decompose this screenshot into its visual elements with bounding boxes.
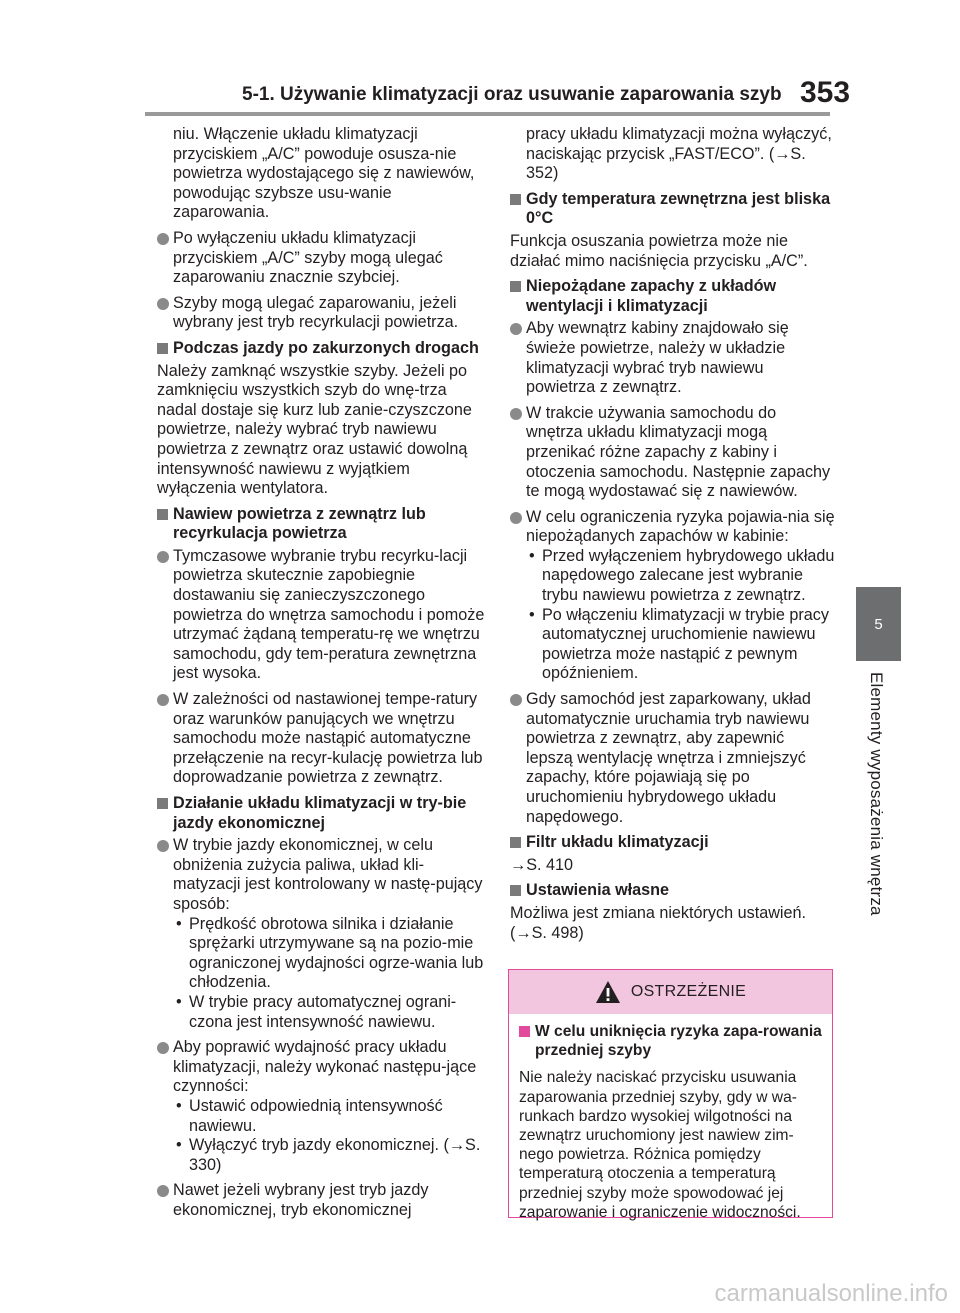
section-heading-text: Podczas jazdy po zakurzonych drogach: [173, 338, 479, 357]
section-heading-text: Działanie układu klimatyzacji w try-bie jazdy ekonomicznej: [173, 794, 467, 832]
page-header-title: 5-1. Używanie klimatyzacji oraz usuwanie zaparowania szyb: [242, 84, 782, 105]
warning-title: OSTRZEŻENIE: [630, 983, 747, 1000]
warning-triangle-icon: [595, 980, 621, 1004]
sub-list-item: • Wyłączyć tryb jazdy ekonomicznej. (→S. 330): [173, 1136, 487, 1175]
square-bullet-icon: [510, 281, 521, 292]
bullet-item: [157, 229, 487, 288]
section-heading: [510, 277, 835, 316]
sub-list: [173, 915, 487, 1033]
sub-list-item: • W trybie pracy automatycznej ograni-czona jest intensywność nawiewu.: [173, 993, 487, 1032]
square-bullet-icon: [510, 837, 521, 848]
chapter-side-label: Elementy wyposażenia wnętrza: [867, 672, 886, 916]
bullet-item: [510, 319, 835, 397]
bullet-dot-icon: [157, 1042, 169, 1054]
bullet-text: Po wyłączeniu układu klimatyzacji przyciskiem „A/C” szyby mogą ulegać zaparowaniu znacznie szybciej.: [173, 228, 443, 287]
bullet-dot-icon: [510, 323, 522, 335]
bullet-dot-icon: [157, 233, 169, 245]
warning-header: [509, 970, 832, 1014]
bullet-dot-icon: [157, 298, 169, 310]
bullet-text: W zależności od nastawionej tempe-ratury oraz warunków panujących we wnętrzu samochodu może nastąpić automatyczne przełączenie na recyr-kulację powietrza lub doprowadzanie powietrza z zewnątrz.: [173, 690, 483, 787]
right-column: [510, 125, 835, 949]
bullet-item: [157, 294, 487, 333]
sub-list-item: • Przed wyłączeniem hybrydowego układu napędowego zalecane jest wybranie trybu nawiewu powietrza z zewnątrz.: [526, 547, 835, 606]
page-number: 353: [800, 76, 851, 109]
bullet-text: Tymczasowe wybranie trybu recyrku-lacji powietrza skutecznie zapobiegnie dostawaniu się zanieczyszczonego powietrza do wnętrza samochodu i pomoże utrzymać żądaną temperatu-rę we wnętrzu samochodu, gdy tem-peratura zewnętrzna jest wysoka.: [173, 546, 485, 683]
bullet-item: [157, 836, 487, 1032]
bullet-item: [157, 1181, 487, 1220]
section-heading: [510, 881, 835, 901]
section-heading-text: Nawiew powietrza z zewnątrz lub recyrkulacja powietrza: [173, 504, 426, 543]
section-heading: [510, 190, 835, 229]
bullet-text: W trybie jazdy ekonomicznej, w celu obniżenia zużycia paliwa, układ kli-matyzacji jest kontrolowany w nastę-pujący sposób:: [173, 836, 483, 913]
bullet-dot-icon: [157, 1185, 169, 1197]
section-heading-text: Filtr układu klimatyzacji: [526, 833, 709, 852]
section-heading-text: Niepożądane zapachy z układów wentylacji i klimatyzacji: [526, 277, 777, 315]
body-paragraph: Funkcja osuszania powietrza może nie działać mimo naciśnięcia przycisku „A/C”.: [510, 231, 808, 270]
header-rule: [145, 112, 830, 116]
sub-list-item: • Prędkość obrotowa silnika i działanie sprężarki utrzymywane są na pozio-mie ograniczonej wydajności ogrze-wania lub chłodzenia.: [173, 915, 487, 993]
bullet-item: [510, 508, 835, 684]
bullet-dot-icon: [510, 694, 522, 706]
bullet-dot-icon: [510, 512, 522, 524]
chapter-tab-number: 5: [874, 615, 883, 633]
square-bullet-icon: [157, 798, 168, 809]
bullet-dot-icon: [157, 840, 169, 852]
section-heading-text: Gdy temperatura zewnętrzna jest bliska 0°C: [526, 189, 831, 228]
bullet-text: Szyby mogą ulegać zaparowaniu, jeżeli wybrany jest tryb recyrkulacji powietrza.: [173, 293, 459, 332]
square-bullet-icon: [157, 509, 168, 520]
sub-list: [173, 1097, 487, 1175]
warning-heading: [519, 1022, 822, 1060]
section-heading: [157, 794, 487, 833]
bullet-dot-icon: [157, 694, 169, 706]
body-paragraph: Możliwa jest zmiana niektórych ustawień. (→S. 498): [510, 903, 806, 942]
bullet-text: Gdy samochód jest zaparkowany, układ automatycznie uruchamia tryb nawiewu powietrza z zewnątrz, aby zapewnić lepszą wentylację wnętrza i zmniejszyć zapachy, które pojawiają się po uruchomieniu hybrydowego układu napędowego.: [526, 690, 811, 826]
bullet-item: [510, 690, 835, 827]
bullet-item: [157, 547, 487, 684]
bullet-text: W celu ograniczenia ryzyka pojawia-nia się niepożądanych zapachów w kabinie:: [526, 507, 835, 546]
bullet-text: W trakcie używania samochodu do wnętrza układu klimatyzacji mogą przenikać różne zapachy z kabiny i otoczenia samochodu. Następnie zapachy te mogą wydostawać się z nawiewów.: [526, 403, 831, 501]
chapter-tab[interactable]: [856, 587, 901, 661]
bullet-dot-icon: [157, 551, 169, 563]
square-bullet-icon: [510, 885, 521, 896]
square-bullet-icon: [157, 343, 168, 354]
warning-text: Nie należy naciskać przycisku usuwania zaparowania przedniej szyby, gdy w wa-runkach bardzo wysokiej wilgotności na zewnątrz uruchomiony jest nawiew zim-nego powietrza. Różnica pomiędzy temperaturą otoczenia a temperaturą przedniej szyby może spowodować jej zaparowanie i ograniczenie widoczności.: [519, 1069, 801, 1221]
section-heading: [510, 833, 835, 853]
sub-list-item: • Po włączeniu klimatyzacji w trybie pracy automatycznej uruchomienie nawiewu powietrza może nastąpić z pewnym opóźnieniem.: [526, 606, 835, 684]
section-heading-text: Ustawienia własne: [526, 881, 670, 900]
bullet-item: [157, 1038, 487, 1175]
bullet-item: [510, 404, 835, 502]
bullet-dot-icon: [510, 408, 522, 420]
warning-box: [508, 969, 833, 1221]
section-heading: [157, 339, 487, 359]
continued-paragraph: pracy układu klimatyzacji można wyłączyć, naciskając przycisk „FAST/ECO”. (→S. 352): [526, 125, 832, 183]
square-bullet-icon: [519, 1026, 530, 1037]
sub-list-item: • Ustawić odpowiednią intensywność nawiewu.: [173, 1097, 487, 1136]
page-reference-link[interactable]: →S. 410: [510, 855, 573, 874]
body-paragraph: Należy zamknąć wszystkie szyby. Jeżeli po zamknięciu wszystkich szyb do wnę-trza nadal dostaje się kurz lub zanie-czyszczone powietrze, należy wybrać tryb nawiewu powietrza z zewnątrz oraz ustawić dowolną intensywność nawiewu z wyjątkiem wyłączenia wentylatora.: [157, 361, 472, 498]
warning-body: [509, 1014, 832, 1222]
bullet-text: Aby wewnątrz kabiny znajdowało się świeże powietrze, należy w układzie klimatyzacji wybrać tryb nawiewu powietrza z zewnątrz.: [526, 319, 789, 397]
bullet-item: [157, 690, 487, 788]
square-bullet-icon: [510, 194, 521, 205]
left-column: [157, 125, 487, 1226]
intro-paragraph: niu. Włączenie układu klimatyzacji przyciskiem „A/C” powoduje osusza-nie powietrza wydostającego się z nawiewów, powodując szybsze usu-wanie zaparowania.: [173, 125, 475, 222]
watermark: carmanualsonline.info: [714, 1280, 948, 1307]
bullet-text: Nawet jeżeli wybrany jest tryb jazdy ekonomicznej, tryb ekonomicznej: [173, 1181, 429, 1219]
warning-heading-text: W celu uniknięcia ryzyka zapa-rowania przedniej szyby: [535, 1023, 822, 1060]
bullet-text: Aby poprawić wydajność pracy układu klimatyzacji, należy wykonać następu-jące czynności:: [173, 1038, 477, 1096]
section-heading: [157, 505, 487, 544]
sub-list: [526, 547, 835, 684]
